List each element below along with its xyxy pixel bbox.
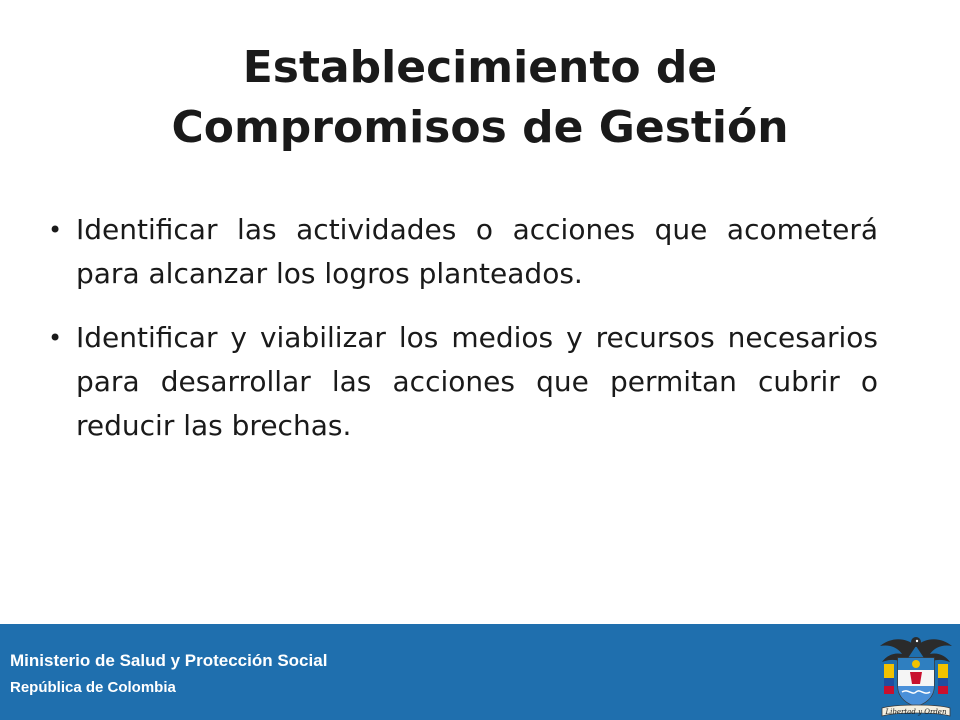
bullet-list [44,208,878,468]
slide-title [60,38,900,158]
bullet-text: Identificar las actividades o acciones que acometerá para alcanzar los logros planteados. [76,213,878,290]
ministry-name: Ministerio de Salud y Protección Social [10,651,328,670]
title-line-2: Compromisos de Gestión [171,102,789,153]
coat-of-arms-colombia-icon [876,628,956,718]
country-name: República de Colombia [10,679,176,696]
title-line-1: Establecimiento de [242,42,718,93]
bullet-dot-icon: • [48,324,63,352]
bullet-text: Identificar y viabilizar los medios y recursos necesarios para desarrollar las acciones que permitan cubrir o reducir las brechas. [76,321,878,442]
bullet-item [44,316,878,448]
footer-bar [0,624,960,720]
svg-text:Libertad y Orden: Libertad y Orden [885,708,947,716]
bullet-item [44,208,878,296]
bullet-dot-icon: • [48,216,63,244]
